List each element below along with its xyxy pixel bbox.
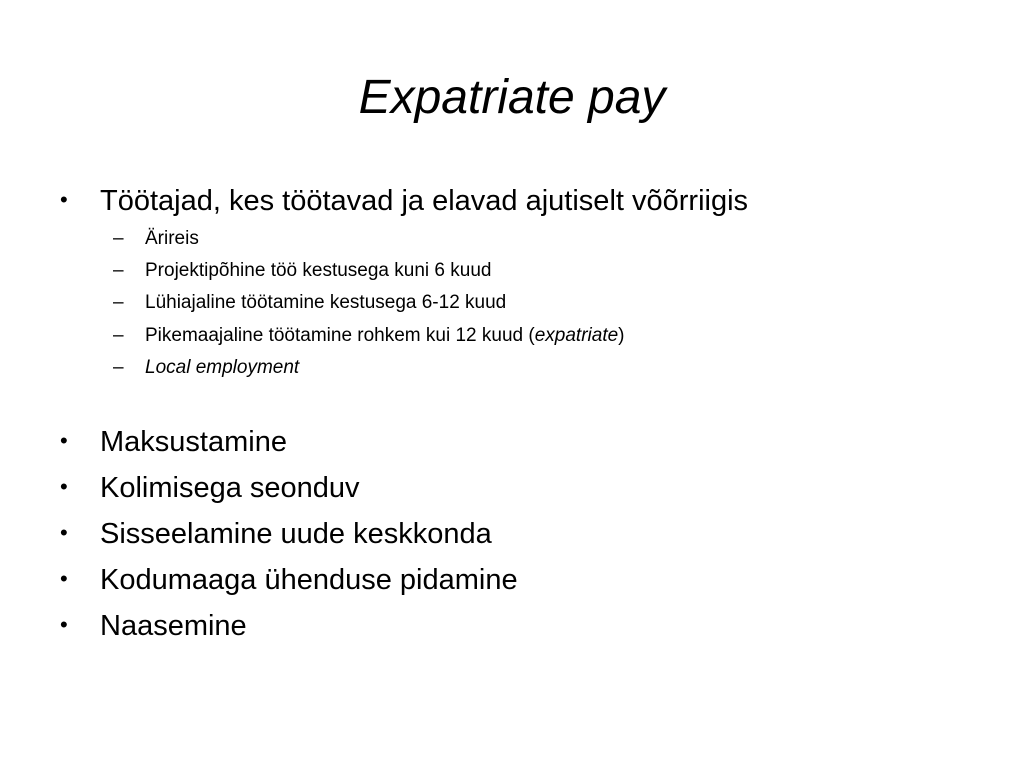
sub-bullet-text-italic: Local employment xyxy=(145,357,300,378)
dash-marker: – xyxy=(113,292,124,313)
bullet-item xyxy=(60,515,492,552)
dash-marker: – xyxy=(113,260,124,281)
sub-bullet-text: Ärireis xyxy=(145,228,199,249)
sub-bullet-item xyxy=(113,323,625,349)
bullet-marker: • xyxy=(60,187,68,212)
bullet-item xyxy=(60,607,247,644)
dash-marker: – xyxy=(113,357,124,378)
bullet-marker: • xyxy=(60,520,68,545)
bullet-text: Maksustamine xyxy=(100,426,287,458)
sub-bullet-text-italic: expatriate xyxy=(534,325,619,346)
sub-bullet-text: Projektipõhine töö kestusega kuni 6 kuud xyxy=(145,260,492,281)
bullet-item xyxy=(60,182,748,219)
sub-bullet-item xyxy=(113,226,199,252)
bullet-marker: • xyxy=(60,474,68,499)
sub-bullet-text: Pikemaajaline töötamine rohkem kui 12 kuud ( xyxy=(145,325,535,346)
bullet-text: Kolimisega seonduv xyxy=(100,472,360,504)
bullet-text: Sisseelamine uude keskkonda xyxy=(100,518,492,550)
dash-marker: – xyxy=(113,228,124,249)
bullet-text: Naasemine xyxy=(100,610,247,642)
bullet-text: Töötajad, kes töötavad ja elavad ajutiselt võõrriigis xyxy=(100,185,749,217)
slide-title: Expatriate pay xyxy=(358,71,666,124)
bullet-marker: • xyxy=(60,428,68,453)
sub-bullet-item xyxy=(113,258,491,284)
bullet-item xyxy=(60,561,518,598)
sub-bullet-text: Lühiajaline töötamine kestusega 6-12 kuud xyxy=(145,292,507,313)
sub-bullet-text-end: ) xyxy=(618,325,625,346)
bullet-item xyxy=(60,423,287,460)
bullet-text: Kodumaaga ühenduse pidamine xyxy=(100,564,518,596)
sub-bullet-item xyxy=(113,290,506,316)
bullet-item xyxy=(60,469,360,506)
bullet-marker: • xyxy=(60,612,68,637)
sub-bullet-item xyxy=(113,355,299,381)
bullet-marker: • xyxy=(60,566,68,591)
dash-marker: – xyxy=(113,325,124,346)
